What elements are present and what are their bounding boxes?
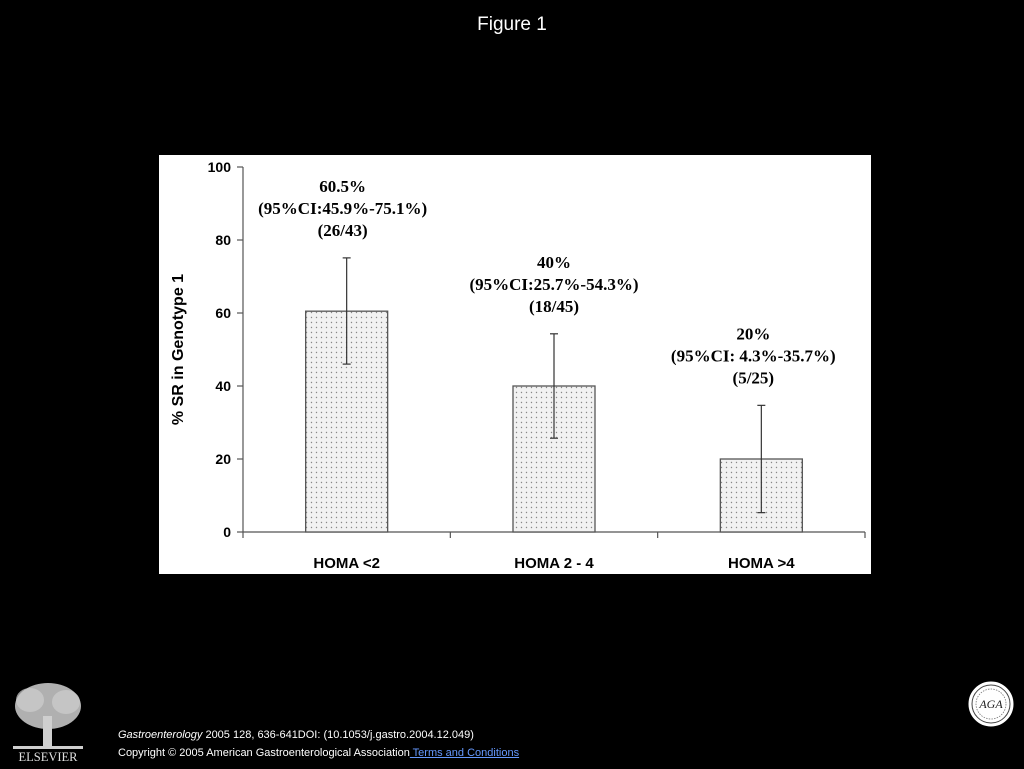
data-annotation: (5/25) — [732, 368, 775, 388]
slide-title: Figure 1 — [477, 14, 547, 35]
data-annotation: (95%CI:25.7%-54.3%) — [469, 274, 639, 294]
category-label: HOMA 2 - 4 — [514, 555, 594, 572]
elsevier-logo-text: ELSEVIER — [18, 750, 78, 764]
journal-name: Gastroenterology — [118, 729, 203, 741]
y-tick-label: 0 — [223, 524, 231, 540]
bar-chart — [159, 155, 871, 574]
citation-line — [118, 728, 474, 742]
y-tick-label: 20 — [215, 451, 231, 467]
copyright-text: Copyright © 2005 American Gastroenterological Association — [118, 747, 410, 759]
y-axis-label: % SR in Genotype 1 — [170, 273, 187, 426]
category-label: HOMA <2 — [313, 555, 380, 572]
data-annotation: 20% — [736, 324, 771, 344]
citation-details: 2005 128, 636-641DOI: (10.1053/j.gastro.2004.12.049) — [202, 729, 474, 741]
data-annotation: (26/43) — [317, 220, 368, 240]
elsevier-logo — [8, 680, 88, 764]
terms-and-conditions-link[interactable]: Terms and Conditions — [409, 747, 520, 759]
y-tick-label: 100 — [207, 159, 231, 175]
chart-panel — [159, 155, 871, 574]
data-annotation: (18/45) — [528, 296, 580, 316]
y-tick-label: 80 — [215, 232, 231, 248]
aga-seal-text: AGA — [979, 697, 1003, 711]
aga-seal-logo — [966, 679, 1016, 729]
data-annotation: (95%CI: 4.3%-35.7%) — [670, 346, 836, 366]
data-annotation: 60.5% — [319, 176, 367, 196]
y-tick-label: 60 — [215, 305, 231, 321]
data-annotation: (95%CI:45.9%-75.1%) — [258, 198, 428, 218]
y-tick-label: 40 — [215, 378, 231, 394]
copyright-line — [118, 746, 519, 760]
data-annotation: 40% — [537, 252, 571, 272]
category-label: HOMA >4 — [728, 555, 795, 572]
